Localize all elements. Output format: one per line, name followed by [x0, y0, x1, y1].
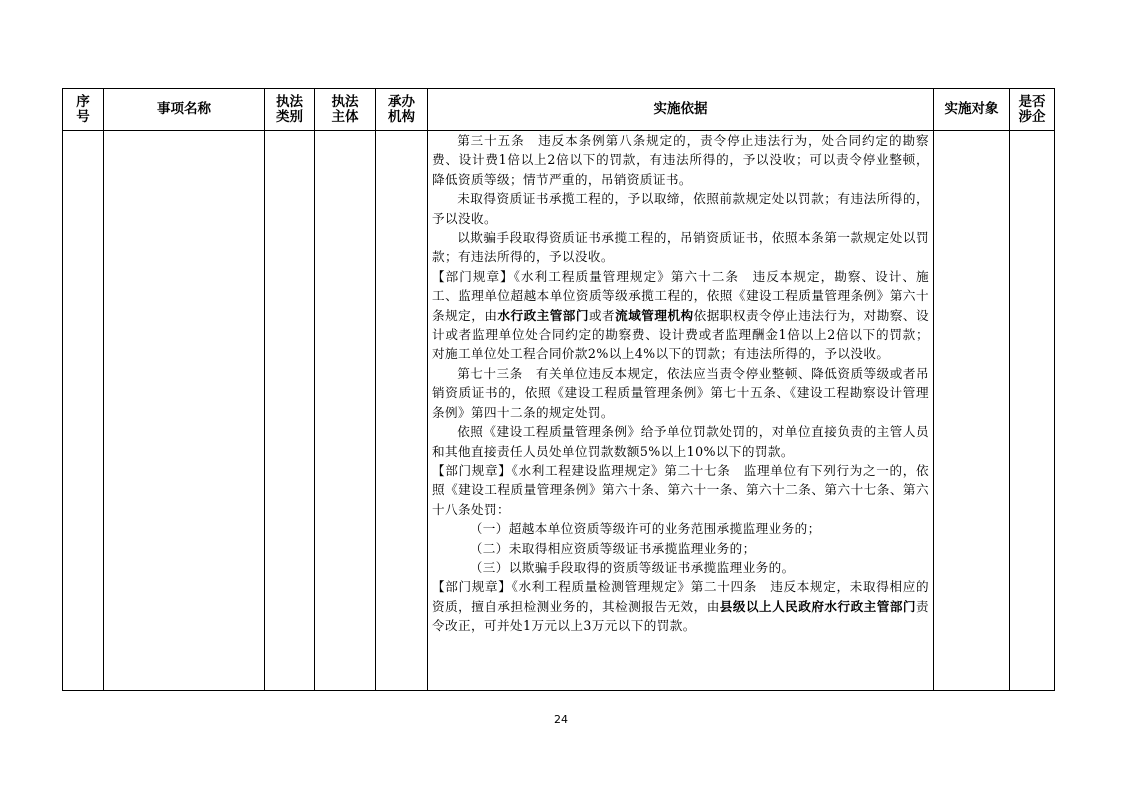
cell-enforcement-type	[265, 131, 315, 691]
basis-paragraph	[432, 577, 929, 635]
basis-paragraph	[432, 539, 929, 558]
authority-highlight: 流域管理机构	[615, 307, 694, 323]
authority-highlight: 县级以上人民政府水行政主管部门	[719, 598, 916, 614]
basis-text-run: （二）未取得相应资质等级证书承揽监理业务的；	[469, 540, 756, 556]
basis-paragraph	[432, 228, 929, 267]
header-handling-agency: 承办 机构	[376, 89, 428, 131]
basis-paragraph	[432, 461, 929, 519]
cell-handling-agency	[376, 131, 428, 691]
authority-highlight: 水行政主管部门	[497, 307, 589, 323]
header-basis: 实施依据	[428, 89, 934, 131]
basis-text	[428, 131, 933, 636]
basis-paragraph	[432, 558, 929, 577]
table-row	[63, 131, 1055, 691]
header-seq: 序 号	[63, 89, 104, 131]
basis-text-run: （一）超越本单位资质等级许可的业务范围承揽监理业务的；	[469, 521, 821, 537]
basis-text-run: （三）以欺骗手段取得的资质等级证书承揽监理业务的。	[469, 559, 795, 575]
basis-paragraph	[432, 189, 929, 228]
basis-paragraph	[432, 519, 929, 538]
enforcement-table	[62, 88, 1055, 691]
page-number: 24	[554, 713, 568, 726]
header-enforcement-subject: 执法 主体	[315, 89, 376, 131]
header-enforcement-type: 执法 类别	[265, 89, 315, 131]
basis-paragraph	[432, 267, 929, 364]
basis-text-run: 依照《建设工程质量管理条例》给予单位罚款处罚的，对单位直接负责的主管人员和其他直接责任人员处单位罚款数额5%以上10%以下的罚款。	[432, 424, 929, 459]
basis-text-run: 第三十五条 违反本条例第八条规定的，责令停止违法行为，处合同约定的勘察费、设计费1倍以上2倍以下的罚款，有违法所得的，予以没收；可以责令停业整顿，降低资质等级；情节严重的，吊销资质证书。	[432, 133, 929, 187]
cell-involves-enterprise	[1010, 131, 1055, 691]
basis-text-run: 未取得资质证书承揽工程的，予以取缔，依照前款规定处以罚款；有违法所得的，予以没收。	[432, 191, 929, 226]
basis-text-run: 【部门规章】《水利工程质量检测管理规定》第二十四条 违反本规定，未取得相应的资质，擅自承担检测业务的，其检测报告无效，由	[432, 579, 929, 614]
basis-text-run: 依据职权责令停止违法行为，对勘察、设计或者监理单位处合同约定的勘察费、设计费或者监理酬金1倍以上2倍以下的罚款；对施工单位处工程合同价款2%以上4%以下的罚款；有违法所得的，予以没收。	[432, 307, 929, 362]
basis-text-run: 【部门规章】《水利工程质量管理规定》第六十二条 违反本规定，勘察、设计、施工、监理单位超越本单位资质等级承揽工程的，依照《建设工程质量管理条例》第六十条规定，由	[432, 268, 929, 323]
cell-target	[934, 131, 1010, 691]
cell-seq	[63, 131, 104, 691]
header-target: 实施对象	[934, 89, 1010, 131]
basis-paragraph	[432, 422, 929, 461]
table-header-row	[63, 89, 1055, 131]
basis-paragraph	[432, 364, 929, 422]
basis-text-run: 第七十三条 有关单位违反本规定，依法应当责令停业整顿、降低资质等级或者吊销资质证书的，依照《建设工程质量管理条例》第七十五条、《建设工程勘察设计管理条例》第四十二条的规定处罚。	[432, 365, 929, 420]
basis-paragraph	[432, 131, 929, 189]
cell-item-name	[104, 131, 265, 691]
basis-text-run: 或者	[588, 307, 616, 323]
cell-basis	[428, 131, 934, 691]
basis-text-run: 【部门规章】《水利工程建设监理规定》第二十七条 监理单位有下列行为之一的，依照《建设工程质量管理条例》第六十条、第六十一条、第六十二条、第六十七条、第六十八条处罚：	[432, 462, 929, 517]
basis-text-run: 以欺骗手段取得资质证书承揽工程的，吊销资质证书，依照本条第一款规定处以罚款；有违法所得的，予以没收。	[432, 230, 929, 265]
basis-text-run: 责令改正，可并处1万元以上3万元以下的罚款。	[432, 598, 929, 634]
header-involves-enterprise: 是否 涉企	[1010, 89, 1055, 131]
cell-enforcement-subject	[315, 131, 376, 691]
header-item-name: 事项名称	[104, 89, 265, 131]
